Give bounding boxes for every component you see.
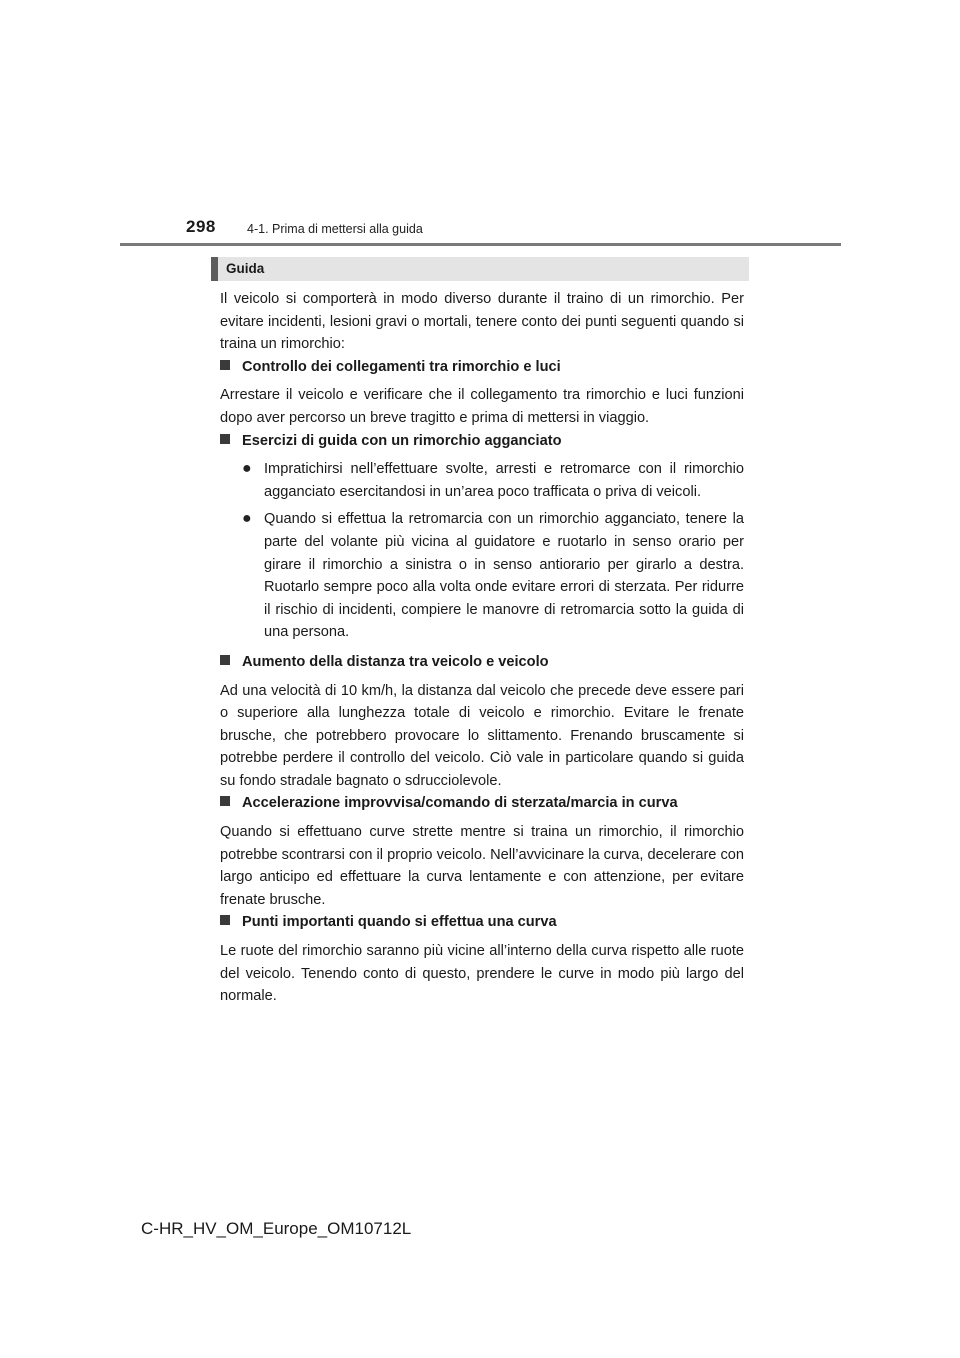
- bullet-item: [242, 508, 744, 644]
- block-cornering: [220, 911, 744, 1007]
- block-heading: [220, 651, 744, 674]
- square-bullet-icon: [220, 434, 230, 444]
- circle-bullet-icon: ●: [242, 460, 252, 478]
- section-bar-label: Guida: [226, 261, 265, 276]
- main-content: [220, 288, 744, 1008]
- circle-bullet-icon: ●: [242, 510, 252, 528]
- bullet-text: Impratichirsi nell’effettuare svolte, arresti e retromarce con il rimorchio agganciato esercitandosi in un’area poco trafficata o priva di veicoli.: [264, 461, 744, 500]
- block-heading: [220, 792, 744, 815]
- block-title: Aumento della distanza tra veicolo e veicolo: [242, 653, 549, 670]
- block-heading: [220, 430, 744, 453]
- section-title: 4-1. Prima di mettersi alla guida: [247, 222, 423, 236]
- block-driving-practice: [220, 430, 744, 644]
- footer-document-code: C-HR_HV_OM_Europe_OM10712L: [141, 1219, 412, 1238]
- section-bar: [211, 257, 749, 281]
- block-title: Punti importanti quando si effettua una curva: [242, 914, 557, 931]
- square-bullet-icon: [220, 915, 230, 925]
- block-distance: [220, 651, 744, 793]
- block-title: Controllo dei collegamenti tra rimorchio e luci: [242, 358, 561, 375]
- bullet-text: Quando si effettua la retromarcia con un rimorchio agganciato, tenere la parte del volante più vicina al guidatore e ruotarlo in senso orario per girare il rimorchio a sinistra o in senso antiorario per girarlo a destra. Ruotarlo sempre poco alla volta onde evitare errori di sterzata. Per ridurre il rischio di incidenti, compiere le manovre di retromarcia sotto la guida di una persona.: [264, 511, 744, 641]
- block-heading: [220, 356, 744, 379]
- intro-paragraph: Il veicolo si comporterà in modo diverso durante il traino di un rimorchio. Per evitare incidenti, lesioni gravi o mortali, tenere conto dei punti seguenti quando si traina un rimorchio:: [220, 291, 744, 353]
- block-trailer-lights: [220, 356, 744, 430]
- block-body: Ad una velocità di 10 km/h, la distanza dal veicolo che precede deve essere pari o superiore alla lunghezza totale di veicolo e rimorchio. Evitare le frenate brusche, che potrebbero provocare lo slittamento. Frenando bruscamente si potrebbe perdere il controllo del veicolo. Ciò vale in particolare quando si guida su fondo stradale bagnato o sdrucciolevole.: [220, 682, 744, 789]
- square-bullet-icon: [220, 796, 230, 806]
- header-rule: [120, 243, 841, 246]
- block-body: Arrestare il veicolo e verificare che il collegamento tra rimorchio e luci funzioni dopo aver percorso un breve tragitto e prima di mettersi in viaggio.: [220, 387, 744, 426]
- block-title: Accelerazione improvvisa/comando di sterzata/marcia in curva: [242, 795, 678, 812]
- block-title: Esercizi di guida con un rimorchio agganciato: [242, 432, 562, 449]
- square-bullet-icon: [220, 655, 230, 665]
- block-body: Quando si effettuano curve strette mentre si traina un rimorchio, il rimorchio potrebbe scontrarsi con il proprio veicolo. Nell’avvicinare la curva, decelerare con largo anticipo ed effettuare la curva lentamente e con attenzione, per evitare frenate brusche.: [220, 824, 745, 908]
- block-heading: [220, 911, 744, 934]
- block-body: Le ruote del rimorchio saranno più vicine all’interno della curva rispetto alle ruote del veicolo. Tenendo conto di questo, prendere le curve in modo più largo del normale.: [220, 943, 744, 1005]
- square-bullet-icon: [220, 360, 230, 370]
- block-acceleration: [220, 792, 744, 911]
- section-bar-marker: [211, 257, 218, 281]
- bullet-item: [242, 458, 744, 503]
- page-number: 298: [186, 217, 216, 236]
